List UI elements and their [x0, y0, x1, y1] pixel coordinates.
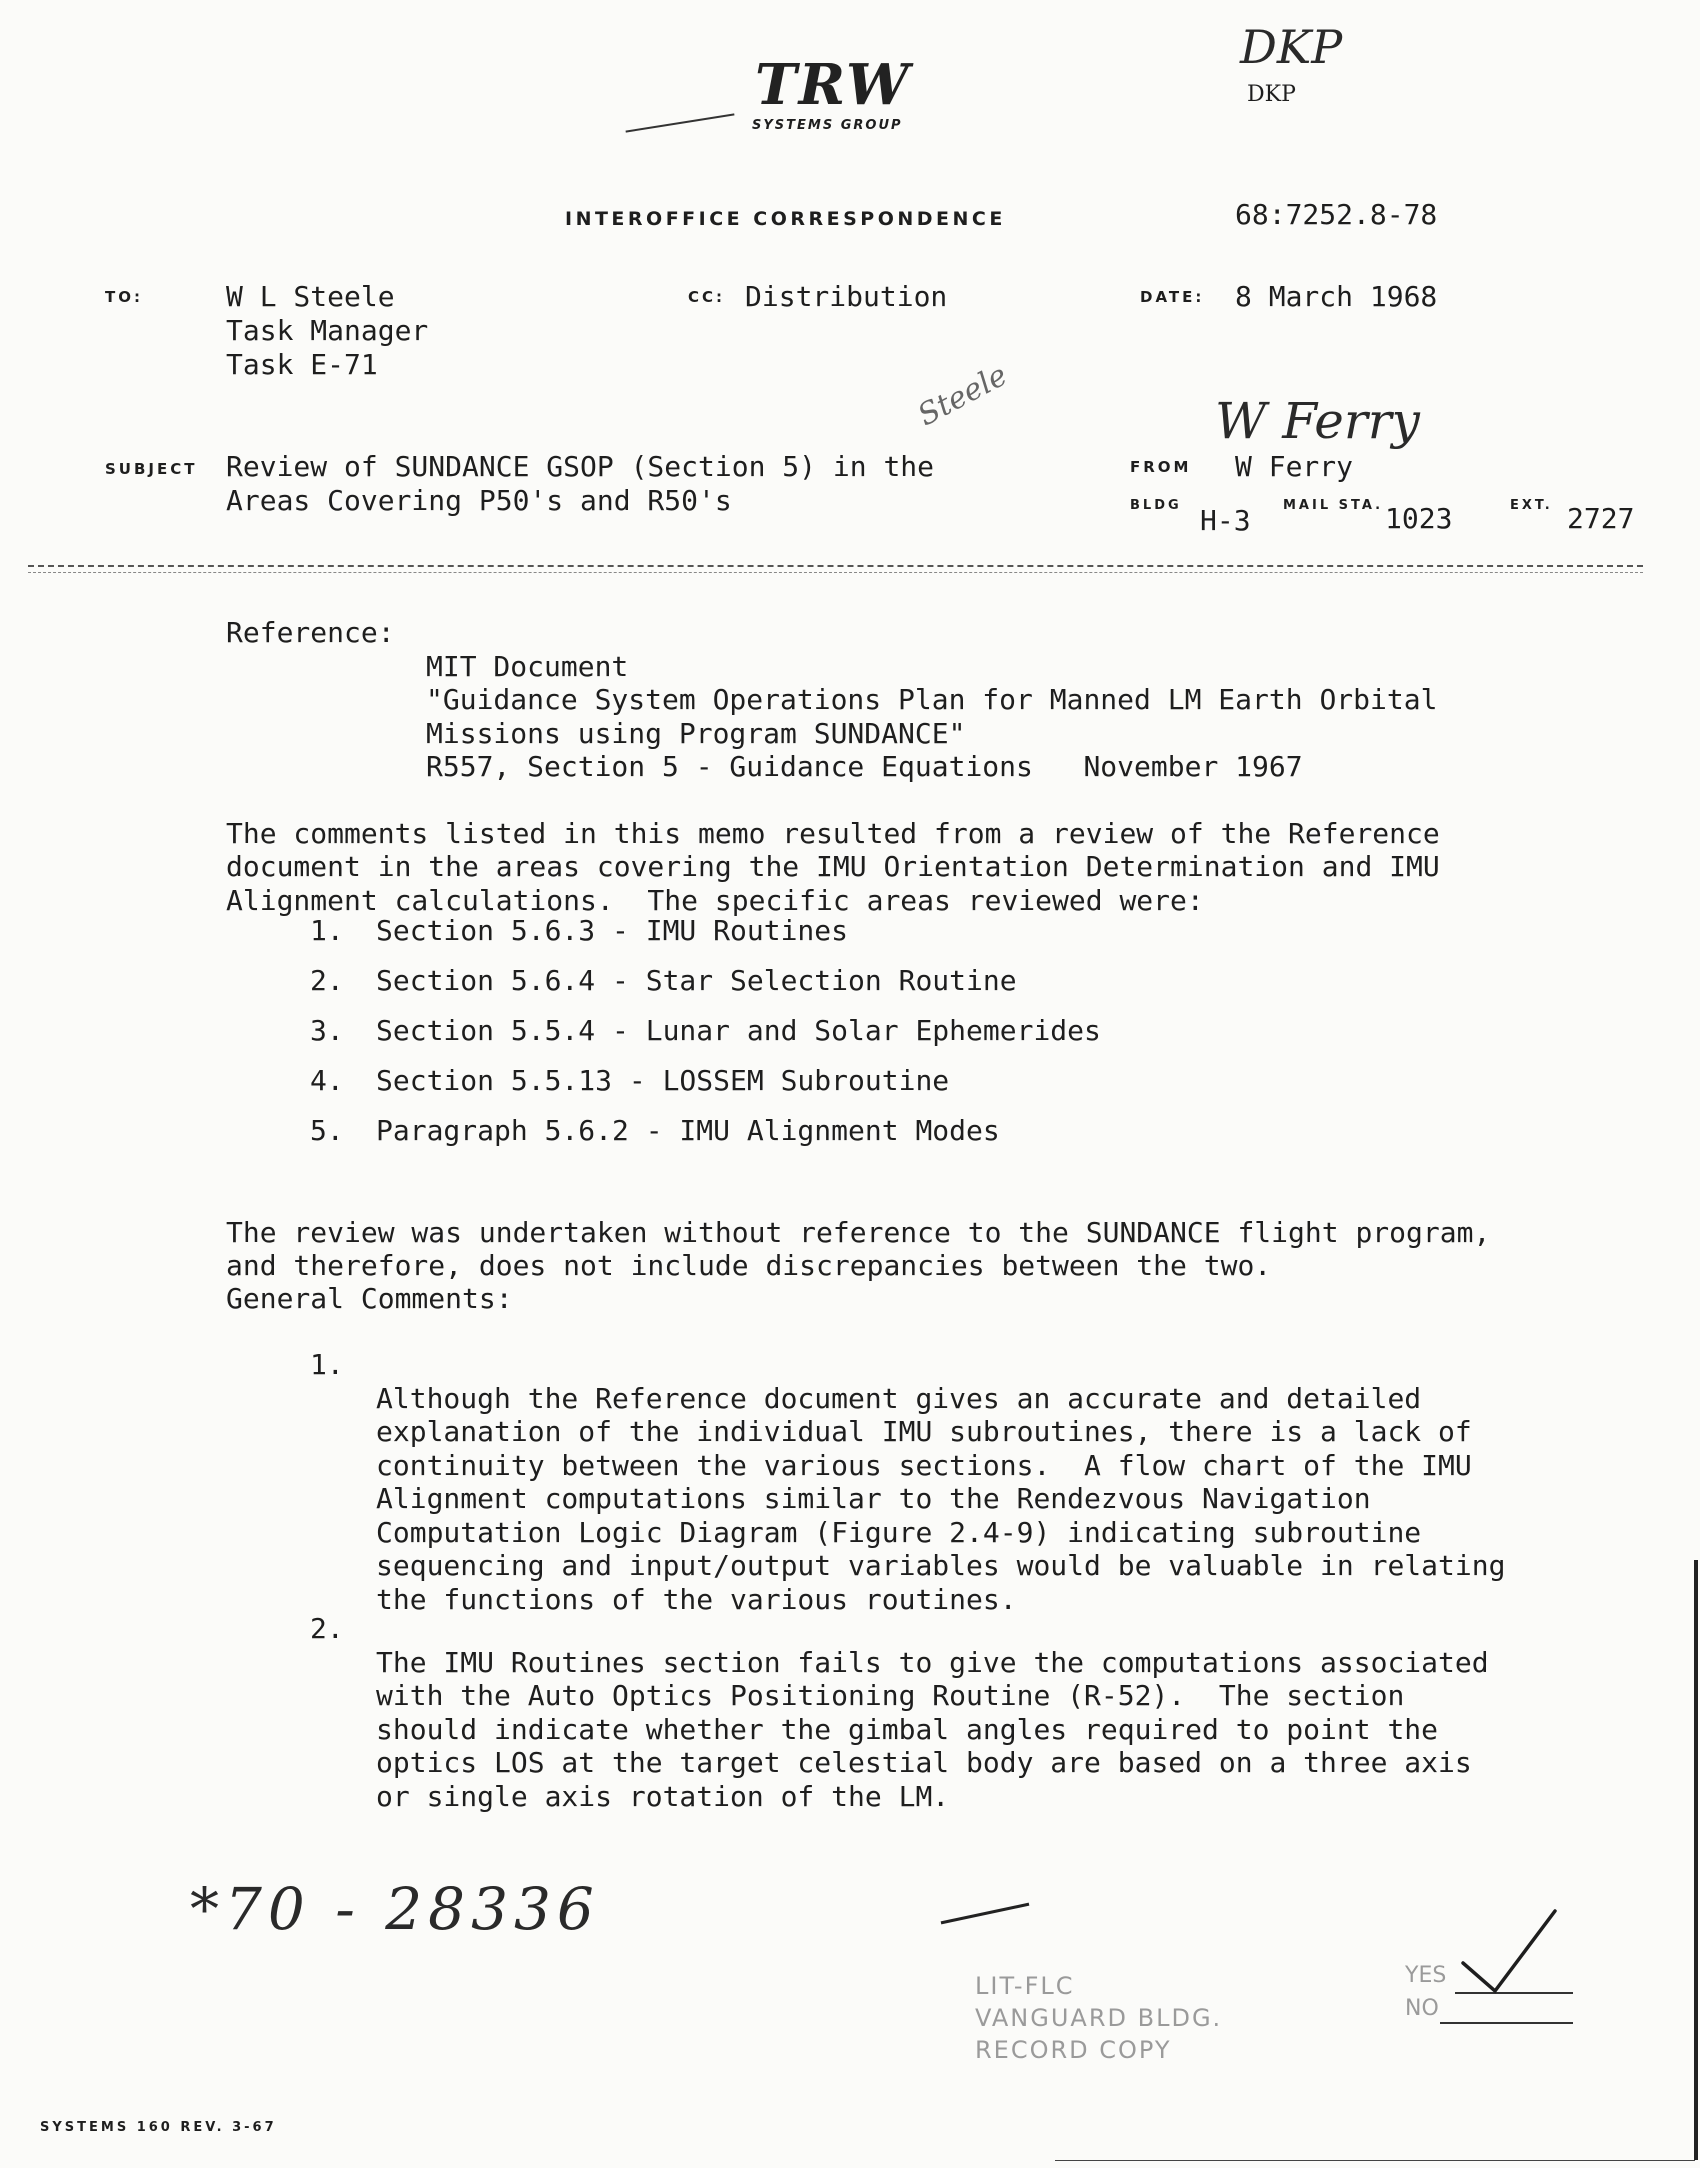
general-comments-heading: General Comments:	[226, 1282, 513, 1315]
area-item-4-num: 4.	[310, 1064, 344, 1097]
no-label: NO	[1405, 1996, 1439, 2021]
intro-line: The comments listed in this memo resulted from a review of the Reference	[226, 816, 1440, 850]
no-line	[1440, 2022, 1573, 2024]
intro-line: document in the areas covering the IMU Orientation Determination and IMU	[226, 850, 1440, 883]
reference-line: R557, Section 5 - Guidance Equations November 1967	[426, 750, 1303, 783]
area-item-5-num: 5.	[310, 1114, 344, 1147]
comment-line: optics LOS at the target celestial body are based on a three axis	[376, 1746, 1472, 1779]
ext-label: EXT.	[1510, 498, 1553, 513]
stamp-stroke	[941, 1903, 1030, 1925]
area-item-3-num: 3.	[310, 1014, 344, 1047]
comment-1-body	[376, 1348, 1505, 1650]
intro-line: Alignment calculations. The specific areas reviewed were:	[226, 883, 1204, 917]
reference-line: Missions using Program SUNDANCE"	[426, 716, 966, 750]
comment-line: the functions of the various routines.	[376, 1582, 1017, 1616]
area-item-2-text: Section 5.6.4 - Star Selection Routine	[376, 964, 1017, 997]
reference-label: Reference:	[226, 616, 395, 649]
comment-line: Computation Logic Diagram (Figure 2.4-9) indicating subroutine	[376, 1515, 1422, 1549]
comment-line: sequencing and input/output variables would be valuable in relating	[376, 1549, 1506, 1582]
record-stamp	[975, 1938, 1222, 2098]
comment-line: explanation of the individual IMU subroutines, there is a lack of	[376, 1415, 1472, 1448]
comment-2-body	[376, 1612, 1489, 1847]
area-item-2-num: 2.	[310, 964, 344, 997]
yes-label: YES	[1405, 1963, 1447, 1988]
from-value: W Ferry	[1235, 450, 1354, 483]
review-line: and therefore, does not include discrepancies between the two.	[226, 1249, 1272, 1282]
comment-1-num: 1.	[310, 1348, 344, 1381]
bldg-label: BLDG	[1130, 498, 1182, 513]
area-item-4-text: Section 5.5.13 - LOSSEM Subroutine	[376, 1064, 950, 1097]
subject-line-2: Areas Covering P50's and R50's	[226, 484, 732, 517]
reference-line: MIT Document	[426, 649, 629, 683]
stamp-line: LIT-FLC	[975, 1972, 1075, 2000]
to-line-1: W L Steele	[226, 280, 395, 313]
area-item-1-num: 1.	[310, 914, 344, 947]
area-item-5-text: Paragraph 5.6.2 - IMU Alignment Modes	[376, 1114, 1000, 1147]
signature: W Ferry	[1215, 392, 1420, 450]
to-line-3: Task E-71	[226, 348, 378, 381]
checkmark-icon	[1455, 1905, 1565, 1995]
stamp-line: VANGUARD BLDG.	[975, 2004, 1223, 2032]
mailsta-value: 1023	[1385, 502, 1453, 535]
comment-2-num: 2.	[310, 1612, 344, 1645]
right-edge-shadow	[1694, 1560, 1698, 2160]
comment-line: with the Auto Optics Positioning Routine (R-52). The section	[376, 1679, 1405, 1712]
subject-line-1: Review of SUNDANCE GSOP (Section 5) in the	[226, 450, 935, 483]
subject-label: SUBJECT	[105, 460, 198, 478]
area-item-1-text: Section 5.6.3 - IMU Routines	[376, 914, 849, 947]
ext-value: 2727	[1567, 502, 1635, 535]
from-label: FROM	[1130, 458, 1192, 476]
cc-value: Distribution	[745, 280, 948, 313]
to-line-2: Task Manager	[226, 314, 429, 347]
logo-stroke	[626, 113, 735, 132]
memo-title: INTEROFFICE CORRESPONDENCE	[565, 208, 1006, 230]
mailsta-label: MAIL STA.	[1283, 498, 1384, 513]
comment-line: Although the Reference document gives an accurate and detailed	[376, 1381, 1422, 1415]
comment-line: should indicate whether the gimbal angles required to point the	[376, 1712, 1439, 1746]
review-line: The review was undertaken without reference to the SUNDANCE flight program,	[226, 1215, 1491, 1249]
trw-logo: TRW	[755, 52, 911, 118]
area-item-3-text: Section 5.5.4 - Lunar and Solar Ephemerides	[376, 1014, 1101, 1047]
handwritten-accession-number: *70 - 28336	[190, 1875, 600, 1943]
document-number: 68:7252.8-78	[1235, 198, 1438, 231]
typed-initials: DKP	[1247, 82, 1296, 107]
comment-line: Alignment computations similar to the Rendezvous Navigation	[376, 1482, 1371, 1515]
bldg-value: H-3	[1200, 504, 1251, 537]
bottom-edge-rule	[1055, 2160, 1695, 2161]
comment-line: The IMU Routines section fails to give the computations associated	[376, 1645, 1489, 1679]
stamp-line: RECORD COPY	[975, 2036, 1172, 2064]
logo-subtitle: SYSTEMS GROUP	[752, 118, 903, 133]
date-label: DATE:	[1140, 288, 1205, 306]
comment-line: or single axis rotation of the LM.	[376, 1779, 950, 1813]
header-rule-bottom	[28, 572, 1643, 573]
date-value: 8 March 1968	[1235, 280, 1438, 313]
handwritten-note: Steele	[912, 357, 1014, 434]
header-rule-top	[28, 565, 1643, 567]
comment-line: continuity between the various sections. A flow chart of the IMU	[376, 1448, 1472, 1482]
handwritten-initials: DKP	[1240, 20, 1343, 74]
reference-line: "Guidance System Operations Plan for Manned LM Earth Orbital	[426, 683, 1438, 716]
cc-label: CC:	[688, 288, 726, 306]
form-number: SYSTEMS 160 REV. 3-67	[40, 2120, 277, 2135]
to-label: TO:	[105, 288, 143, 306]
